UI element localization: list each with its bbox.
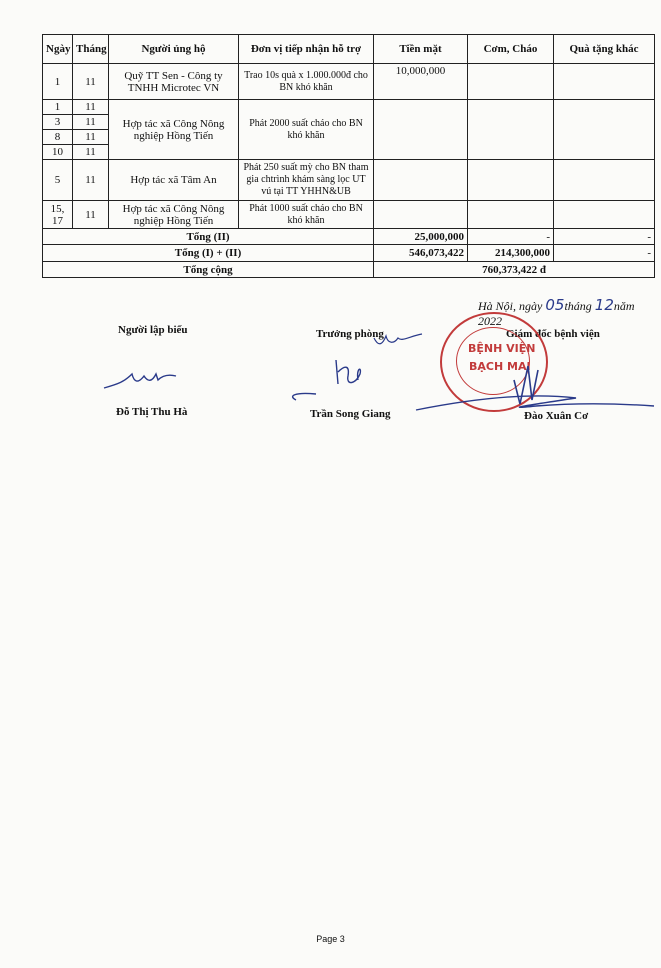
- date-mid: tháng: [564, 299, 595, 313]
- date-prefix: Hà Nội, ngày: [478, 299, 546, 313]
- cell-tienmat: 10,000,000: [374, 64, 468, 100]
- header-nguoi-ung-ho: Người ủng hộ: [109, 35, 239, 64]
- head-of-dept-initials: [370, 330, 430, 354]
- total-i-ii-row: [43, 245, 655, 262]
- header-thang: Tháng: [73, 35, 109, 64]
- table-row: [43, 100, 655, 115]
- cell-donvi: Phát 2000 suất cháo cho BN khó khăn: [239, 100, 374, 160]
- cell-comchao: [468, 160, 554, 201]
- cell-thang: 11: [73, 64, 109, 100]
- preparer-title: Người lập biểu: [118, 324, 188, 336]
- preparer-name: Đỗ Thị Thu Hà: [116, 406, 188, 418]
- cell-nguoi: Hợp tác xã Tâm An: [109, 160, 239, 201]
- cell-donvi: Phát 1000 suất cháo cho BN khó khăn: [239, 201, 374, 229]
- cell-qua: [554, 160, 655, 201]
- head-of-dept-name: Trần Song Giang: [310, 408, 391, 420]
- stamp-line2: BẠCH MAI: [469, 360, 531, 373]
- table-row: [43, 64, 655, 100]
- director-name: Đào Xuân Cơ: [524, 410, 589, 422]
- cell-donvi: Phát 250 suất mỳ cho BN tham gia chtrình khám sàng lọc UT vú tại TT YHHN&UB: [239, 160, 374, 201]
- cell-nguoi: Hợp tác xã Công Nông nghiệp Hồng Tiến: [109, 100, 239, 160]
- header-don-vi: Đơn vị tiếp nhận hỗ trợ: [239, 35, 374, 64]
- total-ii-tienmat: 25,000,000: [374, 229, 468, 245]
- cell-comchao: [468, 100, 554, 160]
- date-day: 05: [545, 296, 565, 314]
- total-ii-comchao: -: [468, 229, 554, 245]
- cell-ngay: 8: [43, 130, 73, 145]
- cell-qua: [554, 201, 655, 229]
- table-row: [43, 201, 655, 229]
- total-i-ii-qua: -: [554, 245, 655, 262]
- cell-thang: 11: [73, 115, 109, 130]
- total-ii-qua: -: [554, 229, 655, 245]
- grand-total-value: 760,373,422 đ: [374, 262, 655, 278]
- total-ii-label: Tổng (II): [43, 229, 374, 245]
- cell-comchao: [468, 201, 554, 229]
- cell-donvi: Trao 10s quà x 1.000.000đ cho BN khó khăn: [239, 64, 374, 100]
- cell-thang: 11: [73, 100, 109, 115]
- donation-table: [42, 34, 655, 278]
- cell-tienmat: [374, 160, 468, 201]
- total-i-ii-tienmat: 546,073,422: [374, 245, 468, 262]
- cell-thang: 11: [73, 160, 109, 201]
- cell-tienmat: [374, 201, 468, 229]
- cell-ngay: 15, 17: [43, 201, 73, 229]
- head-of-dept-title: Trưởng phòng: [316, 328, 384, 340]
- table-row: [43, 160, 655, 201]
- total-ii-row: [43, 229, 655, 245]
- grand-total-label: Tổng cộng: [43, 262, 374, 278]
- grand-total-row: [43, 262, 655, 278]
- cell-ngay: 1: [43, 100, 73, 115]
- table-header-row: [43, 35, 655, 64]
- cell-tienmat: [374, 100, 468, 160]
- cell-qua: [554, 64, 655, 100]
- cell-thang: 11: [73, 145, 109, 160]
- page-number: Page 3: [316, 934, 345, 944]
- cell-nguoi: Hợp tác xã Công Nông nghiệp Hồng Tiến: [109, 201, 239, 229]
- cell-ngay: 5: [43, 160, 73, 201]
- header-com-chao: Cơm, Cháo: [468, 35, 554, 64]
- total-i-ii-comchao: 214,300,000: [468, 245, 554, 262]
- cell-thang: 11: [73, 130, 109, 145]
- cell-thang: 11: [73, 201, 109, 229]
- cell-qua: [554, 100, 655, 160]
- header-tien-mat: Tiền mặt: [374, 35, 468, 64]
- total-i-ii-label: Tổng (I) + (II): [43, 245, 374, 262]
- preparer-signature: [98, 360, 188, 400]
- header-qua-tang: Quà tặng khác: [554, 35, 655, 64]
- cell-comchao: [468, 64, 554, 100]
- date-suffix: năm 2022: [478, 299, 635, 328]
- header-ngay: Ngày: [43, 35, 73, 64]
- cell-nguoi: Quỹ TT Sen - Công ty TNHH Microtec VN: [109, 64, 239, 100]
- date-month: 12: [594, 296, 614, 314]
- cell-ngay: 3: [43, 115, 73, 130]
- director-title: Giám đốc bệnh viện: [506, 328, 600, 340]
- cell-ngay: 10: [43, 145, 73, 160]
- cell-ngay: 1: [43, 64, 73, 100]
- stamp-line1: BỆNH VIỆN: [468, 342, 536, 355]
